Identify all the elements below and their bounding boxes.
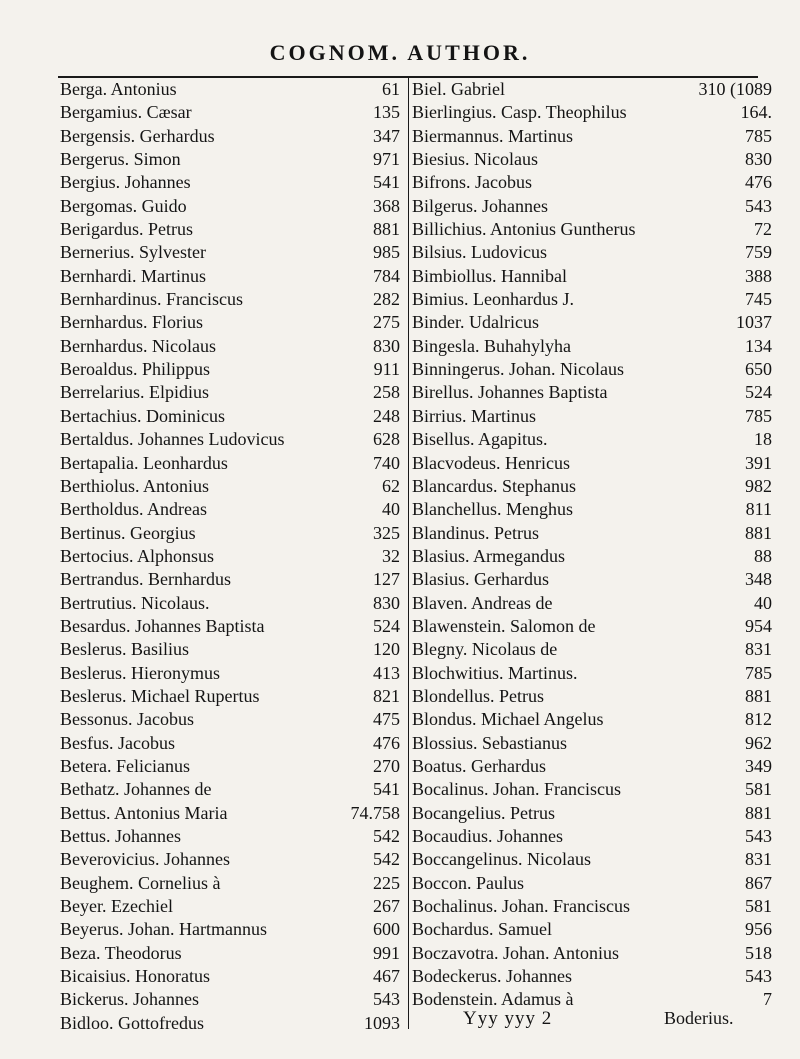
page-number: 759 xyxy=(745,242,772,263)
index-entry xyxy=(412,311,772,334)
page-number: 543 xyxy=(745,826,772,846)
index-entry xyxy=(412,405,772,428)
author-name: Beyer. Ezechiel xyxy=(60,896,173,917)
index-entry xyxy=(412,265,772,288)
index-entry xyxy=(60,568,400,591)
page-number: 831 xyxy=(745,849,772,870)
author-name: Beyerus. Johan. Hartmannus xyxy=(60,919,267,940)
page-number: 524 xyxy=(373,615,400,636)
author-name: Beza. Theodorus xyxy=(60,942,182,963)
author-name: Blancardus. Stephanus xyxy=(412,475,576,496)
author-name: Boccon. Paulus xyxy=(412,872,524,893)
index-entry xyxy=(60,195,400,218)
author-name: Binningerus. Johan. Nicolaus xyxy=(412,359,624,380)
index-entry xyxy=(60,311,400,334)
index-entry xyxy=(60,592,400,615)
page-number: 600 xyxy=(373,919,400,940)
index-entry xyxy=(60,241,400,264)
page-number: 475 xyxy=(373,709,400,730)
page-number: 368 xyxy=(373,195,400,216)
author-name: Bergomas. Guido xyxy=(60,195,187,216)
index-entry xyxy=(412,848,772,871)
page-number: 542 xyxy=(373,849,400,870)
page-number: 821 xyxy=(373,685,400,706)
index-entry xyxy=(60,778,400,801)
page-number: 962 xyxy=(745,732,772,753)
index-entry xyxy=(412,381,772,404)
page-number: 541 xyxy=(373,172,400,193)
author-name: Blawenstein. Salomon de xyxy=(412,615,596,636)
author-name: Beughem. Cornelius à xyxy=(60,872,221,893)
page-number: 164. xyxy=(740,102,772,123)
page-number: 954 xyxy=(745,615,772,636)
author-name: Beslerus. Basilius xyxy=(60,639,189,660)
page-number: 40 xyxy=(382,499,400,520)
page-number: 275 xyxy=(373,312,400,333)
author-name: Bertholdus. Andreas xyxy=(60,499,207,520)
index-entry xyxy=(412,171,772,194)
page-number: 225 xyxy=(373,872,400,893)
page-number: 40 xyxy=(754,592,772,613)
page-number: 881 xyxy=(745,685,772,706)
index-entry xyxy=(412,638,772,661)
author-name: Blacvodeus. Henricus xyxy=(412,452,570,473)
index-entry xyxy=(60,498,400,521)
page-number: 785 xyxy=(745,662,772,683)
page-number: 985 xyxy=(373,242,400,263)
index-entry xyxy=(412,428,772,451)
index-entry xyxy=(60,171,400,194)
index-entry xyxy=(60,708,400,731)
index-entry xyxy=(60,428,400,451)
author-name: Bernhardus. Nicolaus xyxy=(60,335,216,356)
author-name: Bessonus. Jacobus xyxy=(60,709,194,730)
index-entry xyxy=(60,802,400,825)
author-name: Bickerus. Johannes xyxy=(60,989,199,1010)
author-name: Bertocius. Alphonsus xyxy=(60,545,215,566)
page-number: 881 xyxy=(745,802,772,823)
index-entry xyxy=(412,125,772,148)
page-number: 1093 xyxy=(364,1012,400,1033)
index-entry xyxy=(60,895,400,918)
index-entry xyxy=(412,895,772,918)
index-entry xyxy=(60,101,400,124)
author-name: Beslerus. Hieronymus xyxy=(60,662,220,683)
index-entry xyxy=(60,522,400,545)
page-number: 127 xyxy=(373,569,400,590)
page-number: 628 xyxy=(373,429,400,450)
author-name: Bertaldus. Johannes Ludovicus xyxy=(60,429,285,450)
page-number: 1037 xyxy=(736,312,772,333)
author-name: Beverovicius. Johannes xyxy=(60,849,230,870)
page-number: 347 xyxy=(373,125,400,146)
page-number: 911 xyxy=(373,359,400,380)
index-entry xyxy=(412,802,772,825)
author-name: Bertinus. Georgius xyxy=(60,522,196,543)
index-entry xyxy=(412,732,772,755)
page-number: 543 xyxy=(373,989,400,1010)
index-entry xyxy=(60,358,400,381)
index-entry xyxy=(60,335,400,358)
index-entry xyxy=(60,78,400,101)
index-entry xyxy=(412,358,772,381)
page-number: 541 xyxy=(373,779,400,800)
author-name: Bilsius. Ludovicus xyxy=(412,242,548,263)
page-number: 134 xyxy=(745,335,772,356)
author-name: Bierlingius. Casp. Theophilus xyxy=(412,102,627,123)
page-number: 348 xyxy=(745,569,772,590)
index-entry xyxy=(412,475,772,498)
author-name: Bocaudius. Johannes xyxy=(412,826,563,846)
author-name: Biesius. Nicolaus xyxy=(412,149,538,170)
page-number: 831 xyxy=(745,639,772,660)
page-number: 258 xyxy=(373,382,400,403)
author-name: Birellus. Johannes Baptista xyxy=(412,382,608,403)
index-entry xyxy=(412,825,772,848)
index-entry xyxy=(412,615,772,638)
author-name: Bernhardi. Martinus xyxy=(60,265,206,286)
page-number: 72 xyxy=(754,219,772,240)
index-entry xyxy=(412,78,772,101)
index-entry xyxy=(60,148,400,171)
signature-mark: Yyy yyy 2 xyxy=(463,1008,553,1029)
author-name: Bernhardus. Florius xyxy=(60,312,203,333)
author-name: Bernhardinus. Franciscus xyxy=(60,289,243,310)
author-name: Bergensis. Gerhardus xyxy=(60,125,215,146)
page-number: 120 xyxy=(373,639,400,660)
author-name: Bergius. Johannes xyxy=(60,172,191,193)
page-number: 543 xyxy=(745,966,772,987)
page-number: 971 xyxy=(373,149,400,170)
author-name: Billichius. Antonius Guntherus xyxy=(412,219,636,240)
author-name: Bertachius. Dominicus xyxy=(60,405,225,426)
page-number: 135 xyxy=(373,102,400,123)
author-name: Bochalinus. Johan. Franciscus xyxy=(412,896,630,917)
left-column xyxy=(60,78,400,1035)
page-number: 830 xyxy=(373,592,400,613)
page-number: 476 xyxy=(745,172,772,193)
index-entry xyxy=(60,918,400,941)
right-column xyxy=(412,78,772,1012)
author-name: Birrius. Martinus xyxy=(412,405,536,426)
index-entry xyxy=(60,872,400,895)
page-number: 88 xyxy=(754,545,772,566)
page-number: 991 xyxy=(373,942,400,963)
index-entry xyxy=(412,288,772,311)
author-name: Bocalinus. Johan. Franciscus xyxy=(412,779,621,800)
page-number: 248 xyxy=(373,405,400,426)
author-name: Blanchellus. Menghus xyxy=(412,499,573,520)
page-number: 476 xyxy=(373,732,400,753)
page-number: 467 xyxy=(373,966,400,987)
index-entry xyxy=(60,125,400,148)
column-divider xyxy=(408,76,409,1029)
index-entry xyxy=(412,942,772,965)
author-name: Betera. Felicianus xyxy=(60,755,190,776)
page-number: 62 xyxy=(382,475,400,496)
author-name: Bernerius. Sylvester xyxy=(60,242,206,263)
page-number: 74.758 xyxy=(350,802,400,823)
author-name: Berga. Antonius xyxy=(60,79,177,99)
page-number: 956 xyxy=(745,919,772,940)
page-header: COGNOM. AUTHOR. xyxy=(269,40,531,65)
author-name: Bingesla. Buhahylyha xyxy=(412,335,571,356)
page-number: 391 xyxy=(745,452,772,473)
author-name: Blondus. Michael Angelus xyxy=(412,709,604,730)
author-name: Berthiolus. Antonius xyxy=(60,475,210,496)
index-entry xyxy=(412,592,772,615)
index-entry xyxy=(60,265,400,288)
index-entry xyxy=(412,662,772,685)
index-entry xyxy=(60,732,400,755)
index-entry xyxy=(412,148,772,171)
index-entry xyxy=(412,545,772,568)
author-name: Blasius. Gerhardus xyxy=(412,569,549,590)
author-name: Besfus. Jacobus xyxy=(60,732,175,753)
author-name: Boczavotra. Johan. Antonius xyxy=(412,942,619,963)
index-entry xyxy=(412,685,772,708)
author-name: Boatus. Gerhardus xyxy=(412,755,546,776)
index-entry xyxy=(412,452,772,475)
page-number: 745 xyxy=(745,289,772,310)
page-number: 812 xyxy=(745,709,772,730)
page-number: 524 xyxy=(745,382,772,403)
page-number: 282 xyxy=(373,289,400,310)
author-name: Beslerus. Michael Rupertus xyxy=(60,685,260,706)
index-entry xyxy=(412,918,772,941)
index-entry xyxy=(412,498,772,521)
author-name: Biel. Gabriel xyxy=(412,79,505,99)
author-name: Blasius. Armegandus xyxy=(412,545,565,566)
page-number: 542 xyxy=(373,826,400,846)
author-name: Bergerus. Simon xyxy=(60,149,181,170)
index-entry xyxy=(412,522,772,545)
page-number: 388 xyxy=(745,265,772,286)
page-number: 784 xyxy=(373,265,400,286)
page-number: 830 xyxy=(745,149,772,170)
index-entry xyxy=(60,825,400,848)
author-name: Blandinus. Petrus xyxy=(412,522,540,543)
author-name: Blossius. Sebastianus xyxy=(412,732,568,753)
index-entry xyxy=(412,568,772,591)
catchword: Boderius. xyxy=(664,1008,734,1028)
author-name: Bergamius. Cæsar xyxy=(60,102,192,123)
author-name: Blaven. Andreas de xyxy=(412,592,553,613)
author-name: Bodeckerus. Johannes xyxy=(412,966,572,987)
author-name: Bertrandus. Bernhardus xyxy=(60,569,231,590)
page-number: 310 (1089 xyxy=(698,79,772,99)
page-number: 325 xyxy=(373,522,400,543)
page-number: 811 xyxy=(745,499,772,520)
index-entry xyxy=(60,218,400,241)
index-entry xyxy=(60,475,400,498)
index-entry xyxy=(412,755,772,778)
index-entry xyxy=(412,872,772,895)
author-name: Biermannus. Martinus xyxy=(412,125,573,146)
index-entry xyxy=(60,685,400,708)
author-name: Bertapalia. Leonhardus xyxy=(60,452,228,473)
author-name: Bodenstein. Adamus à xyxy=(412,989,574,1010)
author-name: Bidloo. Gottofredus xyxy=(60,1012,204,1033)
page-number: 785 xyxy=(745,405,772,426)
index-entry xyxy=(60,452,400,475)
index-entry xyxy=(60,381,400,404)
author-name: Beroaldus. Philippus xyxy=(60,359,211,380)
page-footer xyxy=(0,1008,800,1034)
author-name: Bocangelius. Petrus xyxy=(412,802,555,823)
author-name: Bicaisius. Honoratus xyxy=(60,966,210,987)
index-entry xyxy=(412,708,772,731)
index-entry xyxy=(412,335,772,358)
author-name: Besardus. Johannes Baptista xyxy=(60,615,265,636)
page-number: 61 xyxy=(382,79,400,99)
index-entry xyxy=(60,942,400,965)
page-number: 581 xyxy=(745,779,772,800)
page-number: 740 xyxy=(373,452,400,473)
page-number: 413 xyxy=(373,662,400,683)
page-number: 349 xyxy=(745,755,772,776)
author-name: Blochwitius. Martinus. xyxy=(412,662,578,683)
author-name: Binder. Udalricus xyxy=(412,312,539,333)
index-entry xyxy=(60,288,400,311)
author-name: Berrelarius. Elpidius xyxy=(60,382,209,403)
page-number: 830 xyxy=(373,335,400,356)
index-entry xyxy=(412,965,772,988)
index-entry xyxy=(412,241,772,264)
author-name: Bethatz. Johannes de xyxy=(60,779,212,800)
author-name: Bettus. Antonius Maria xyxy=(60,802,228,823)
page-number: 7 xyxy=(763,989,772,1010)
index-entry xyxy=(412,218,772,241)
index-entry xyxy=(60,662,400,685)
author-name: Blondellus. Petrus xyxy=(412,685,545,706)
author-name: Bimbiollus. Hannibal xyxy=(412,265,567,286)
page-number: 32 xyxy=(382,545,400,566)
index-entry xyxy=(60,405,400,428)
page-number: 881 xyxy=(373,219,400,240)
author-name: Bisellus. Agapitus. xyxy=(412,429,548,450)
author-name: Boccangelinus. Nicolaus xyxy=(412,849,591,870)
page-number: 543 xyxy=(745,195,772,216)
page-number: 18 xyxy=(754,429,772,450)
index-entry xyxy=(60,638,400,661)
author-name: Blegny. Nicolaus de xyxy=(412,639,558,660)
author-name: Bochardus. Samuel xyxy=(412,919,552,940)
page-number: 785 xyxy=(745,125,772,146)
page-number: 650 xyxy=(745,359,772,380)
author-name: Bertrutius. Nicolaus. xyxy=(60,592,210,613)
index-entry xyxy=(60,965,400,988)
index-entry xyxy=(412,195,772,218)
index-entry xyxy=(60,545,400,568)
page-number: 867 xyxy=(745,872,772,893)
page-number: 518 xyxy=(745,942,772,963)
page-number: 581 xyxy=(745,896,772,917)
index-entry xyxy=(60,615,400,638)
index-entry xyxy=(60,755,400,778)
author-name: Bettus. Johannes xyxy=(60,826,181,846)
author-name: Berigardus. Petrus xyxy=(60,219,193,240)
page-number: 982 xyxy=(745,475,772,496)
page-number: 267 xyxy=(373,896,400,917)
index-entry xyxy=(60,848,400,871)
index-entry xyxy=(412,778,772,801)
author-name: Bifrons. Jacobus xyxy=(412,172,532,193)
index-entry xyxy=(412,101,772,124)
author-name: Bilgerus. Johannes xyxy=(412,195,548,216)
page-number: 881 xyxy=(745,522,772,543)
page-number: 270 xyxy=(373,755,400,776)
author-name: Bimius. Leonhardus J. xyxy=(412,289,574,310)
